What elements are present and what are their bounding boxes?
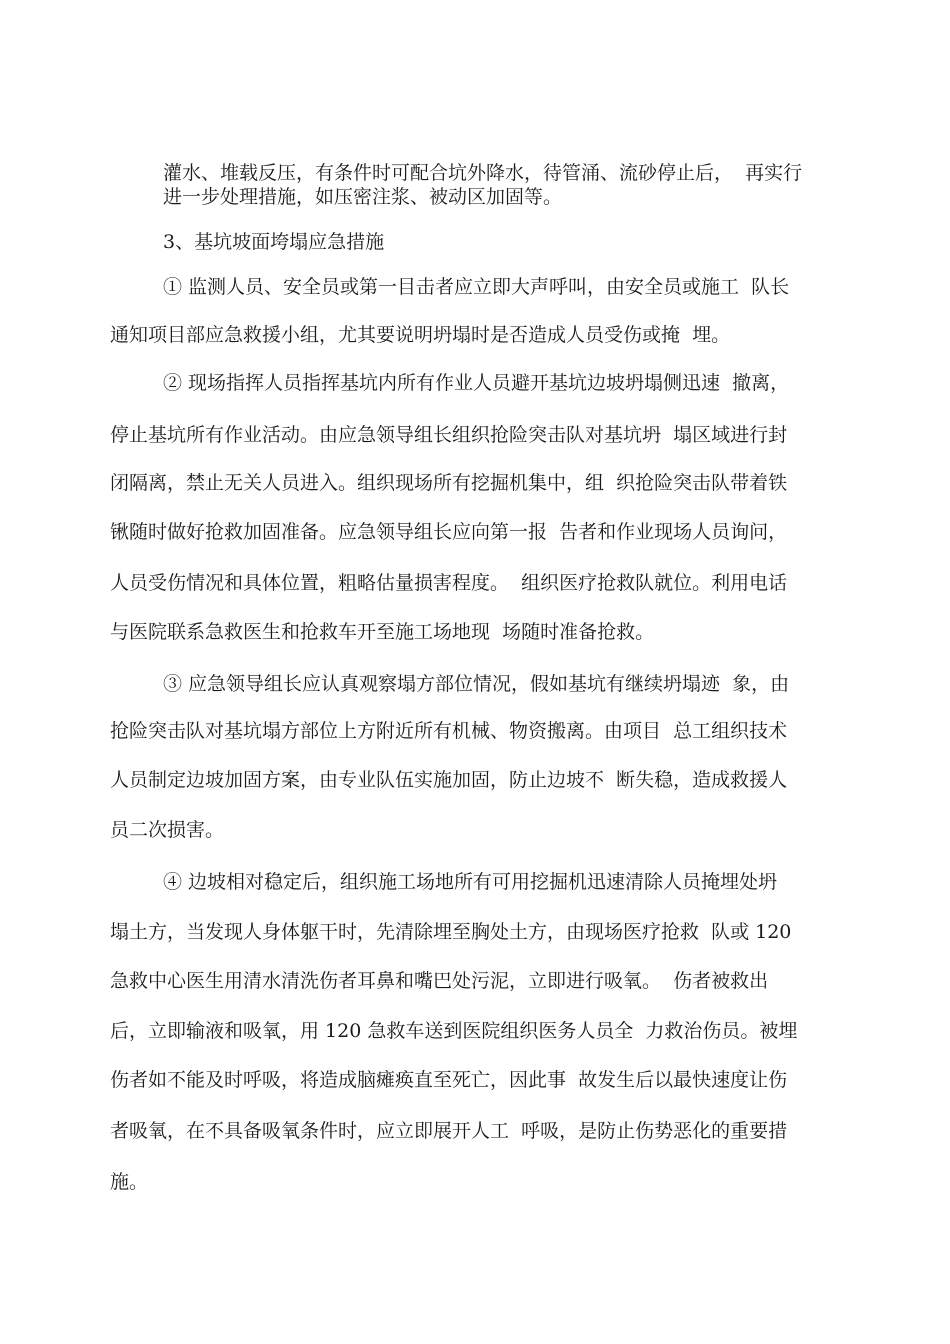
text-line: ① 监测人员、安全员或第一目击者应立即大声呼叫，由安全员或施工 队长: [163, 276, 790, 298]
text-line: 人员制定边坡加固方案，由专业队伍实施加固，防止边坡不 断失稳，造成救援人: [110, 769, 788, 791]
heading-text: 3、基坑坡面垮塌应急措施: [163, 231, 385, 253]
text-line: 急救中心医生用清水清洗伤者耳鼻和嘴巴处污泥，立即进行吸氧。 伤者被救出: [110, 970, 769, 992]
text-line: ② 现场指挥人员指挥基坑内所有作业人员避开基坑边坡坍塌侧迅速 撤离，: [163, 372, 790, 394]
text-line: 锹随时做好抢救加固准备。应急领导组长应向第一报 告者和作业现场人员询问，: [110, 521, 788, 543]
text-line: 闭隔离，禁止无关人员进入。组织现场所有挖掘机集中，组 织抢险突击队带着铁: [110, 472, 788, 494]
text-line: 与医院联系急救医生和抢救车开至施工场地现 场随时准备抢救。: [110, 621, 655, 643]
text-line: 后，立即输液和吸氧，用 120 急救车送到医院组织医务人员全 力救治伤员。被埋: [110, 1020, 798, 1042]
text-line: 人员受伤情况和具体位置，粗略估量损害程度。 组织医疗抢救队就位。利用电话: [110, 572, 788, 594]
text-line: 灌水、堆载反压，有条件时可配合坑外降水，待管涌、流砂停止后， 再实行: [163, 162, 803, 184]
paragraph-line: [0, 1170, 950, 1242]
text-line: 进一步处理措施，如压密注浆、被动区加固等。: [163, 186, 563, 208]
text-line: 抢险突击队对基坑塌方部位上方附近所有机械、物资搬离。由项目 总工组织技术: [110, 720, 788, 742]
text-line: 施。: [110, 1171, 149, 1193]
text-line: ④ 边坡相对稳定后，组织施工场地所有可用挖掘机迅速清除人员掩埋处坍: [163, 871, 778, 893]
text-line: 塌土方，当发现人身体躯干时，先清除埋至胸处土方，由现场医疗抢救 队或 120: [110, 921, 792, 943]
text-line: 停止基坑所有作业活动。由应急领导组长组织抢险突击队对基坑坍 塌区域进行封: [110, 424, 788, 446]
text-line: 者吸氧，在不具备吸氧条件时，应立即展开人工 呼吸，是防止伤势恶化的重要措: [110, 1120, 788, 1142]
text-line: 伤者如不能及时呼吸，将造成脑瘫痪直至死亡，因此事 故发生后以最快速度让伤: [110, 1069, 788, 1091]
text-line: ③ 应急领导组长应认真观察塌方部位情况，假如基坑有继续坍塌迹 象，由: [163, 673, 790, 695]
text-line: 员二次损害。: [110, 819, 225, 841]
text-line: 通知项目部应急救援小组，尤其要说明坍塌时是否造成人员受伤或掩 埋。: [110, 324, 731, 346]
